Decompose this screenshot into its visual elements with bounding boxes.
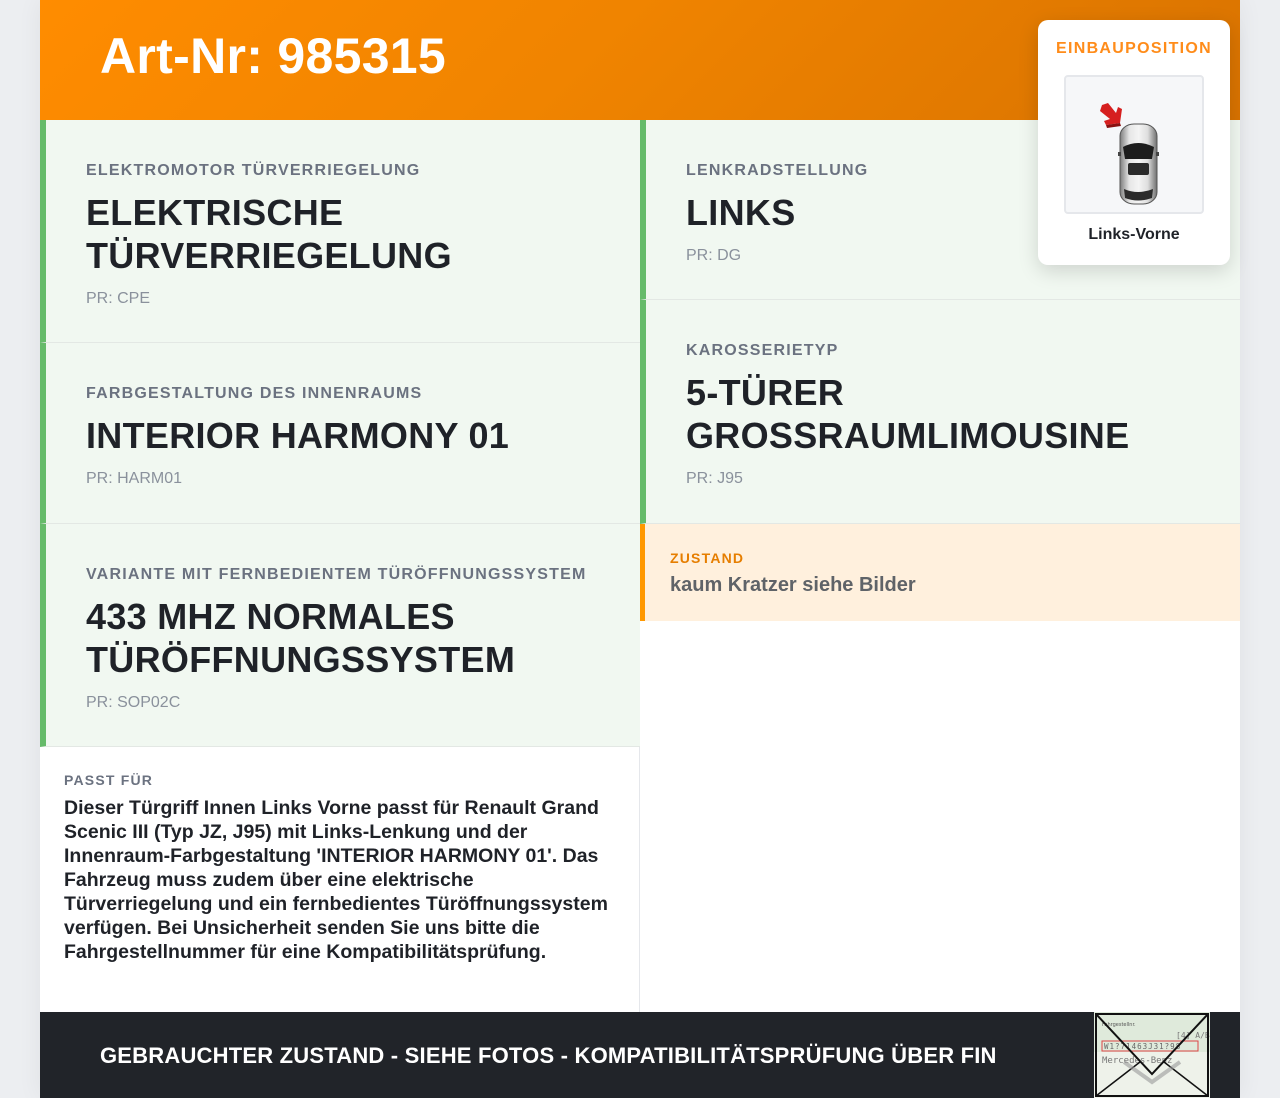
spec-label: KAROSSERIETYP bbox=[686, 342, 839, 359]
spec-value: 5-TÜRER GROSSRAUMLIMOUSINE bbox=[686, 372, 1130, 456]
footer-bar bbox=[40, 1012, 1240, 1098]
spec-pr-code: PR: J95 bbox=[686, 470, 743, 487]
svg-text:[4] A/B: [4] A/B bbox=[1176, 1031, 1210, 1040]
vin-envelope-thumbnail bbox=[1094, 1012, 1210, 1098]
condition-box bbox=[640, 524, 1240, 621]
article-number-title: Art-Nr: 985315 bbox=[100, 28, 447, 84]
spec-label: ELEKTROMOTOR TÜRVERRIEGELUNG bbox=[86, 162, 421, 179]
spec-pr-code: PR: SOP02C bbox=[86, 694, 181, 711]
spec-value: INTERIOR HARMONY 01 bbox=[86, 415, 510, 456]
mounting-position-title: EINBAUPOSITION bbox=[1056, 40, 1212, 57]
empty-area bbox=[640, 621, 1240, 1013]
spec-value: LINKS bbox=[686, 192, 796, 233]
spec-pr-code: PR: DG bbox=[686, 247, 742, 264]
svg-text:Mercedes-Benz: Mercedes-Benz bbox=[1102, 1056, 1173, 1066]
condition-value: kaum Kratzer siehe Bilder bbox=[670, 574, 916, 596]
spec-label: FARBGESTALTUNG DES INNENRAUMS bbox=[86, 385, 423, 402]
mounting-position-card bbox=[1038, 20, 1230, 265]
mounting-position-caption: Links-Vorne bbox=[1088, 226, 1180, 243]
spec-pr-code: PR: HARM01 bbox=[86, 470, 183, 487]
compatibility-section bbox=[40, 747, 640, 1013]
spec-value: ELEKTRISCHE TÜRVERRIEGELUNG bbox=[86, 192, 452, 276]
footer-notice: GEBRAUCHTER ZUSTAND - SIEHE FOTOS - KOMPATIBILITÄTSPRÜFUNG ÜBER FIN bbox=[100, 1043, 997, 1068]
envelope-vin-document-icon bbox=[1094, 1012, 1210, 1098]
product-sheet bbox=[40, 0, 1240, 1098]
spec-pr-code: PR: CPE bbox=[86, 290, 151, 307]
compatibility-label: PASST FÜR bbox=[64, 772, 154, 788]
spec-card-interior-color bbox=[40, 343, 640, 524]
spec-card-remote-door-system bbox=[40, 524, 640, 747]
svg-text:Fahrgestellnr.: Fahrgestellnr. bbox=[1102, 1022, 1136, 1028]
spec-label: LENKRADSTELLUNG bbox=[686, 162, 869, 179]
car-topview-icon bbox=[1066, 77, 1202, 212]
svg-text:W1?71463J31?98: W1?71463J31?98 bbox=[1104, 1042, 1182, 1051]
spec-value: 433 MHZ NORMALES TÜRÖFFNUNGSSYSTEM bbox=[86, 596, 516, 680]
spec-label: VARIANTE MIT FERNBEDIENTEM TÜRÖFFNUNGSSYSTEM bbox=[86, 566, 587, 583]
spec-card-body-type bbox=[640, 300, 1240, 524]
spec-card-door-lock-motor bbox=[40, 120, 640, 343]
condition-label: ZUSTAND bbox=[670, 550, 745, 566]
compatibility-text: Dieser Türgriff Innen Links Vorne passt für Renault Grand Scenic III (Typ JZ, J95) mit Links-Lenkung und der Innenraum-Farbgestaltung 'INTERIOR HARMONY 01'. Das Fahrzeug muss zudem über eine elektrische Türverriegelung und ein fernbedientes Türöffnungssystem verfügen. Bei Unsicherheit senden Sie uns bitte die Fahrgestellnummer für eine Kompatibilitätsprüfung. bbox=[64, 797, 608, 963]
car-topview-with-arrow-icon bbox=[1064, 75, 1204, 214]
